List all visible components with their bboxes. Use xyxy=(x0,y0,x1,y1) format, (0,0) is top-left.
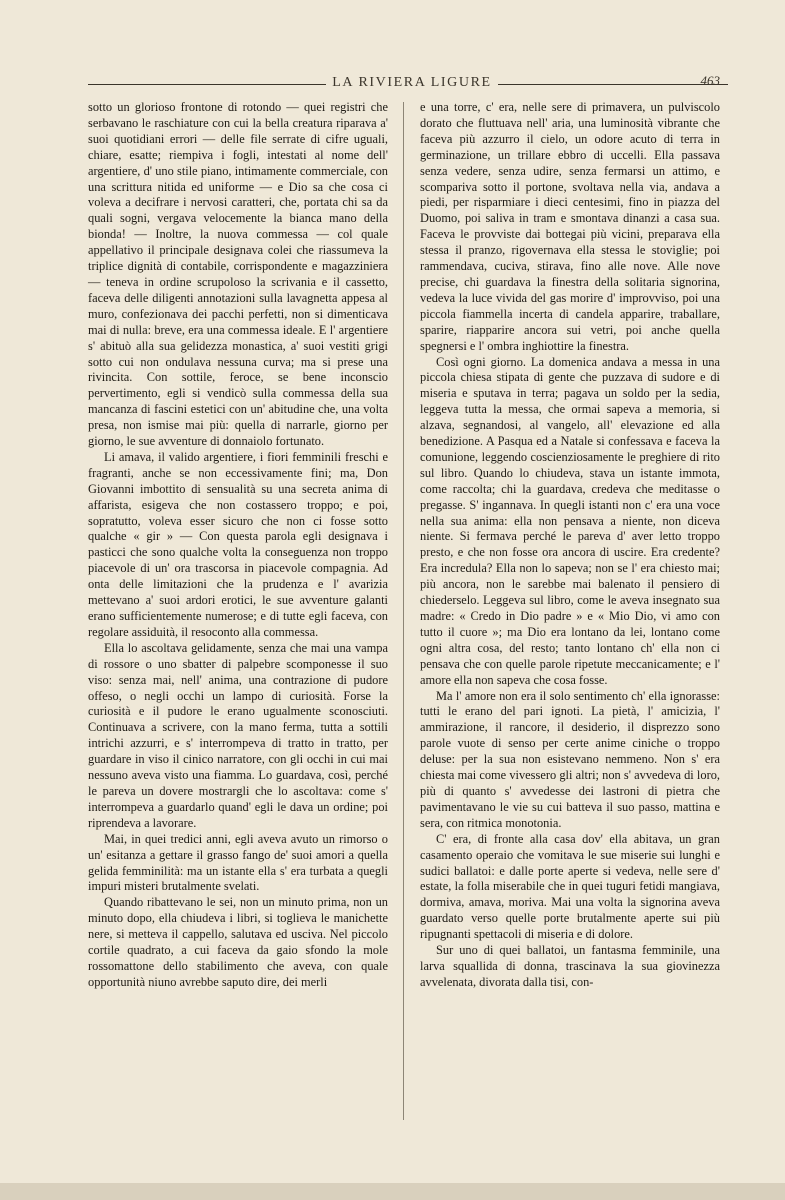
page-header xyxy=(88,72,728,94)
paragraph: sotto un glorioso frontone di rotondo — quei registri che serbavano le raschiature con cui la bella creatura riparava a' suoi quotidiani errori — delle file serrate di cifre uguali, chiare, esatte; riempiva i fogli, intestati al nome dell' argentiere, d' uno stile piano, intimamente commerciale, con una scrittura nitida ed uniforme — e Dio sa che cosa ci voleva a decifrare i nervosi caratteri, che, portata chi sa da quali sogni, vergava velocemente la bianca mano della bionda! — Inoltre, la nuova commessa — col quale appellativo il principale designava colei che riassumeva la triplice dignità di contabile, corrispondente e magazziniera — teneva in ordine scrupoloso la scrivania e il cassetto, faceva delle diligenti annotazioni sulla lavagnetta appesa al muro, confezionava dei pacchi perfetti, non si dimenticava mai di nulla: breve, era una commessa ideale. E l' argentiere s' abituò alla sua gelidezza monastica, a' suoi vestiti grigi sotto cui non ondulava nessuna curva; ma si prese una rivincita. Con sottile, feroce, se bene inconscio pervertimento, egli si vendicò sulla commessa della sua mancanza di fascini estetici con un' abitudine che, una volta presa, non ismise mai più: quella di narrarle, giorno per giorno, le sue avventure di donnaiolo fortunato. xyxy=(88,100,388,449)
scan-bottom-edge xyxy=(0,1183,785,1200)
paragraph: Così ogni giorno. La domenica andava a messa in una piccola chiesa stipata di gente che puzzava di sudore e di miseria e sputava in terra; pagava un soldo per la sedia, leggeva tutta la messa, che ormai sapeva a memoria, si alzava, segnandosi, al vangelo, all' elevazione ed alla benedizione. A Pasqua ed a Natale si confessava e faceva la comunione, leggendo coscienziosamente le preghiere di rito sul libro. Quando lo chiudeva, stava un istante immota, come raccolta; chi la guardava, credeva che meditasse o pregasse. S' ingannava. In quegli istanti non c' era una voce nella sua anima: ella non pensava a niente, non diceva niente. Si fermava perché le pareva d' aver letto troppo presto, e che non fosse ora ancora di uscire. Era credente? Era incredula? Ella non lo sapeva; non se l' era chiesto mai; più ancora, non le sarebbe mai balenato il pensiero di chiederselo. Leggeva sul libro, come le aveva insegnato sua madre: « Credo in Dio padre » e « Mio Dio, vi amo con tutto il cuore »; ma Dio era lontano da lei, lontano come ogni altra cosa, del resto; tanto lontano ch' ella non ci pensava che con quelle parole ripetute meccanicamente; e l' amore ella non sapeva che cosa fosse. xyxy=(420,354,720,687)
left-column xyxy=(88,100,388,991)
paragraph: Quando ribattevano le sei, non un minuto prima, non un minuto dopo, ella chiudeva i libri, si toglieva le manichette nere, si metteva il cappello, salutava ed usciva. Nel piccolo cortile quadrato, a cui faceva da gaio sfondo la mole rossomattone dello stabilimento che aveva, con quale opportunità niuno avrebbe saputo dire, dei merli xyxy=(88,895,388,989)
paragraph: Ella lo ascoltava gelidamente, senza che mai una vampa di rossore o uno sbatter di palpebre scomponesse il suo viso: senza mai, nell' anima, una contrazione di pudore offeso, o negli occhi un lampo di curiosità. Forse la curiosità e il pudore le erano ugualmente sconosciuti. Continuava a scrivere, con la mano ferma, tutta a sottili intrichi azzurri, e s' interrompeva di tratto in tratto, per guardare in viso il cinico narratore, con gli occhi in cui mai nessuno aveva visto una fiamma. Lo guardava, così, perché le pareva un dovere mostrargli che lo ascoltava: come s' interrompeva a guardarlo quand' egli le dava un ordine; poi riprendeva a lavorare. xyxy=(88,640,388,830)
page-number: 463 xyxy=(700,73,720,88)
paragraph: C' era, di fronte alla casa dov' ella abitava, un gran casamento operaio che vomitava le sue miserie sui lunghi e sudici ballatoi: e dalle porte aperte si vedeva, nelle sere d' estate, la folla miserabile che in quei tuguri fetidi mangiava, dormiva, amava, moriva. Mai una volta la signorina aveva guardato verso quelle porte brutalmente aperte sui più ripugnanti spettacoli di miseria e di dolore. xyxy=(420,831,720,942)
column-divider xyxy=(403,102,404,1120)
paragraph: Li amava, il valido argentiere, i fiori femminili freschi e fragranti, anche se non eccessivamente fini; ma, Don Giovanni imbottito di sensualità su una secreta anima di affarista, esigeva che non costassero troppo; e poi, sopratutto, voleva esser sicuro che non ci fosse sotto qualche « gir » — Con questa parola egli designava i pasticci che sono qualche volta la conseguenza non troppo piacevole di un' ora trascorsa in piacevole compagnia. Ad onta delle limitazioni che la prudenza e l' avarizia mettevano a' suoi ardori erotici, le sue avventure galanti erano sufficientemente numerose; e di tutte egli faceva, con regolare assiduità, il resoconto alla commessa. xyxy=(88,449,388,639)
paragraph: e una torre, c' era, nelle sere di primavera, un pulviscolo dorato che fluttuava nell' aria, una luminosità vibrante che faceva più azzurro il cielo, un odore acuto di terra in germinazione, un trillare ebbro di uccelli. Ella passava senza vedere, senza udire, senza fermarsi un attimo, e scompariva sotto il portone, svoltava nella via, andava a piedi, per risparmiare i dieci centesimi, fino in piazza del Duomo, poi saliva in tram e smontava dinanzi a casa sua. Faceva le provviste dai bottegai più vicini, preparava ella stessa il pranzo, rigovernava ella stessa le stoviglie; poi rammendava, cuciva, stirava, fino alle nove. Alle nove precise, chi guardava la finestra della solitaria signorina, vedeva la luce vivida del gas morire d' improvviso, poi una piccola fiammella incerta di candela apparire, traballare, sparire, riapparire ancora sui vetri, poi anche quella spegnersi e l' ombra inghiottire la finestra. xyxy=(420,100,720,353)
right-column xyxy=(420,100,720,991)
header-rule-right xyxy=(498,84,728,85)
paragraph: Mai, in quei tredici anni, egli aveva avuto un rimorso o un' esitanza a gettare il grasso fango de' suoi amori a quella gelida femminilità: ma un istante ella s' era turbata a quegli impuri misteri brutalmente svelati. xyxy=(88,831,388,894)
paragraph: Ma l' amore non era il solo sentimento ch' ella ignorasse: tutti le erano del pari ignoti. La pietà, l' amicizia, l' ammirazione, il rancore, il desiderio, il disprezzo sono parole vuote di senso per certe anime ciniche o troppo deluse: per la sua non esistevano nemmeno. Non s' era chiesta mai come vivessero gli altri; non s' avvedeva di loro, più di quanto s' avvedesse dei lastroni di pietra che pavimentavano le vie su cui batteva il suo passo, mattina e sera, con ritmica monotonia. xyxy=(420,688,720,830)
running-title: LA RIVIERA LIGURE xyxy=(332,75,492,90)
header-rule-left xyxy=(88,84,326,85)
paragraph: Sur uno di quei ballatoi, un fantasma femminile, una larva squallida di donna, trascinava la sua giovinezza avvelenata, divorata dalla tisi, con- xyxy=(420,943,720,989)
